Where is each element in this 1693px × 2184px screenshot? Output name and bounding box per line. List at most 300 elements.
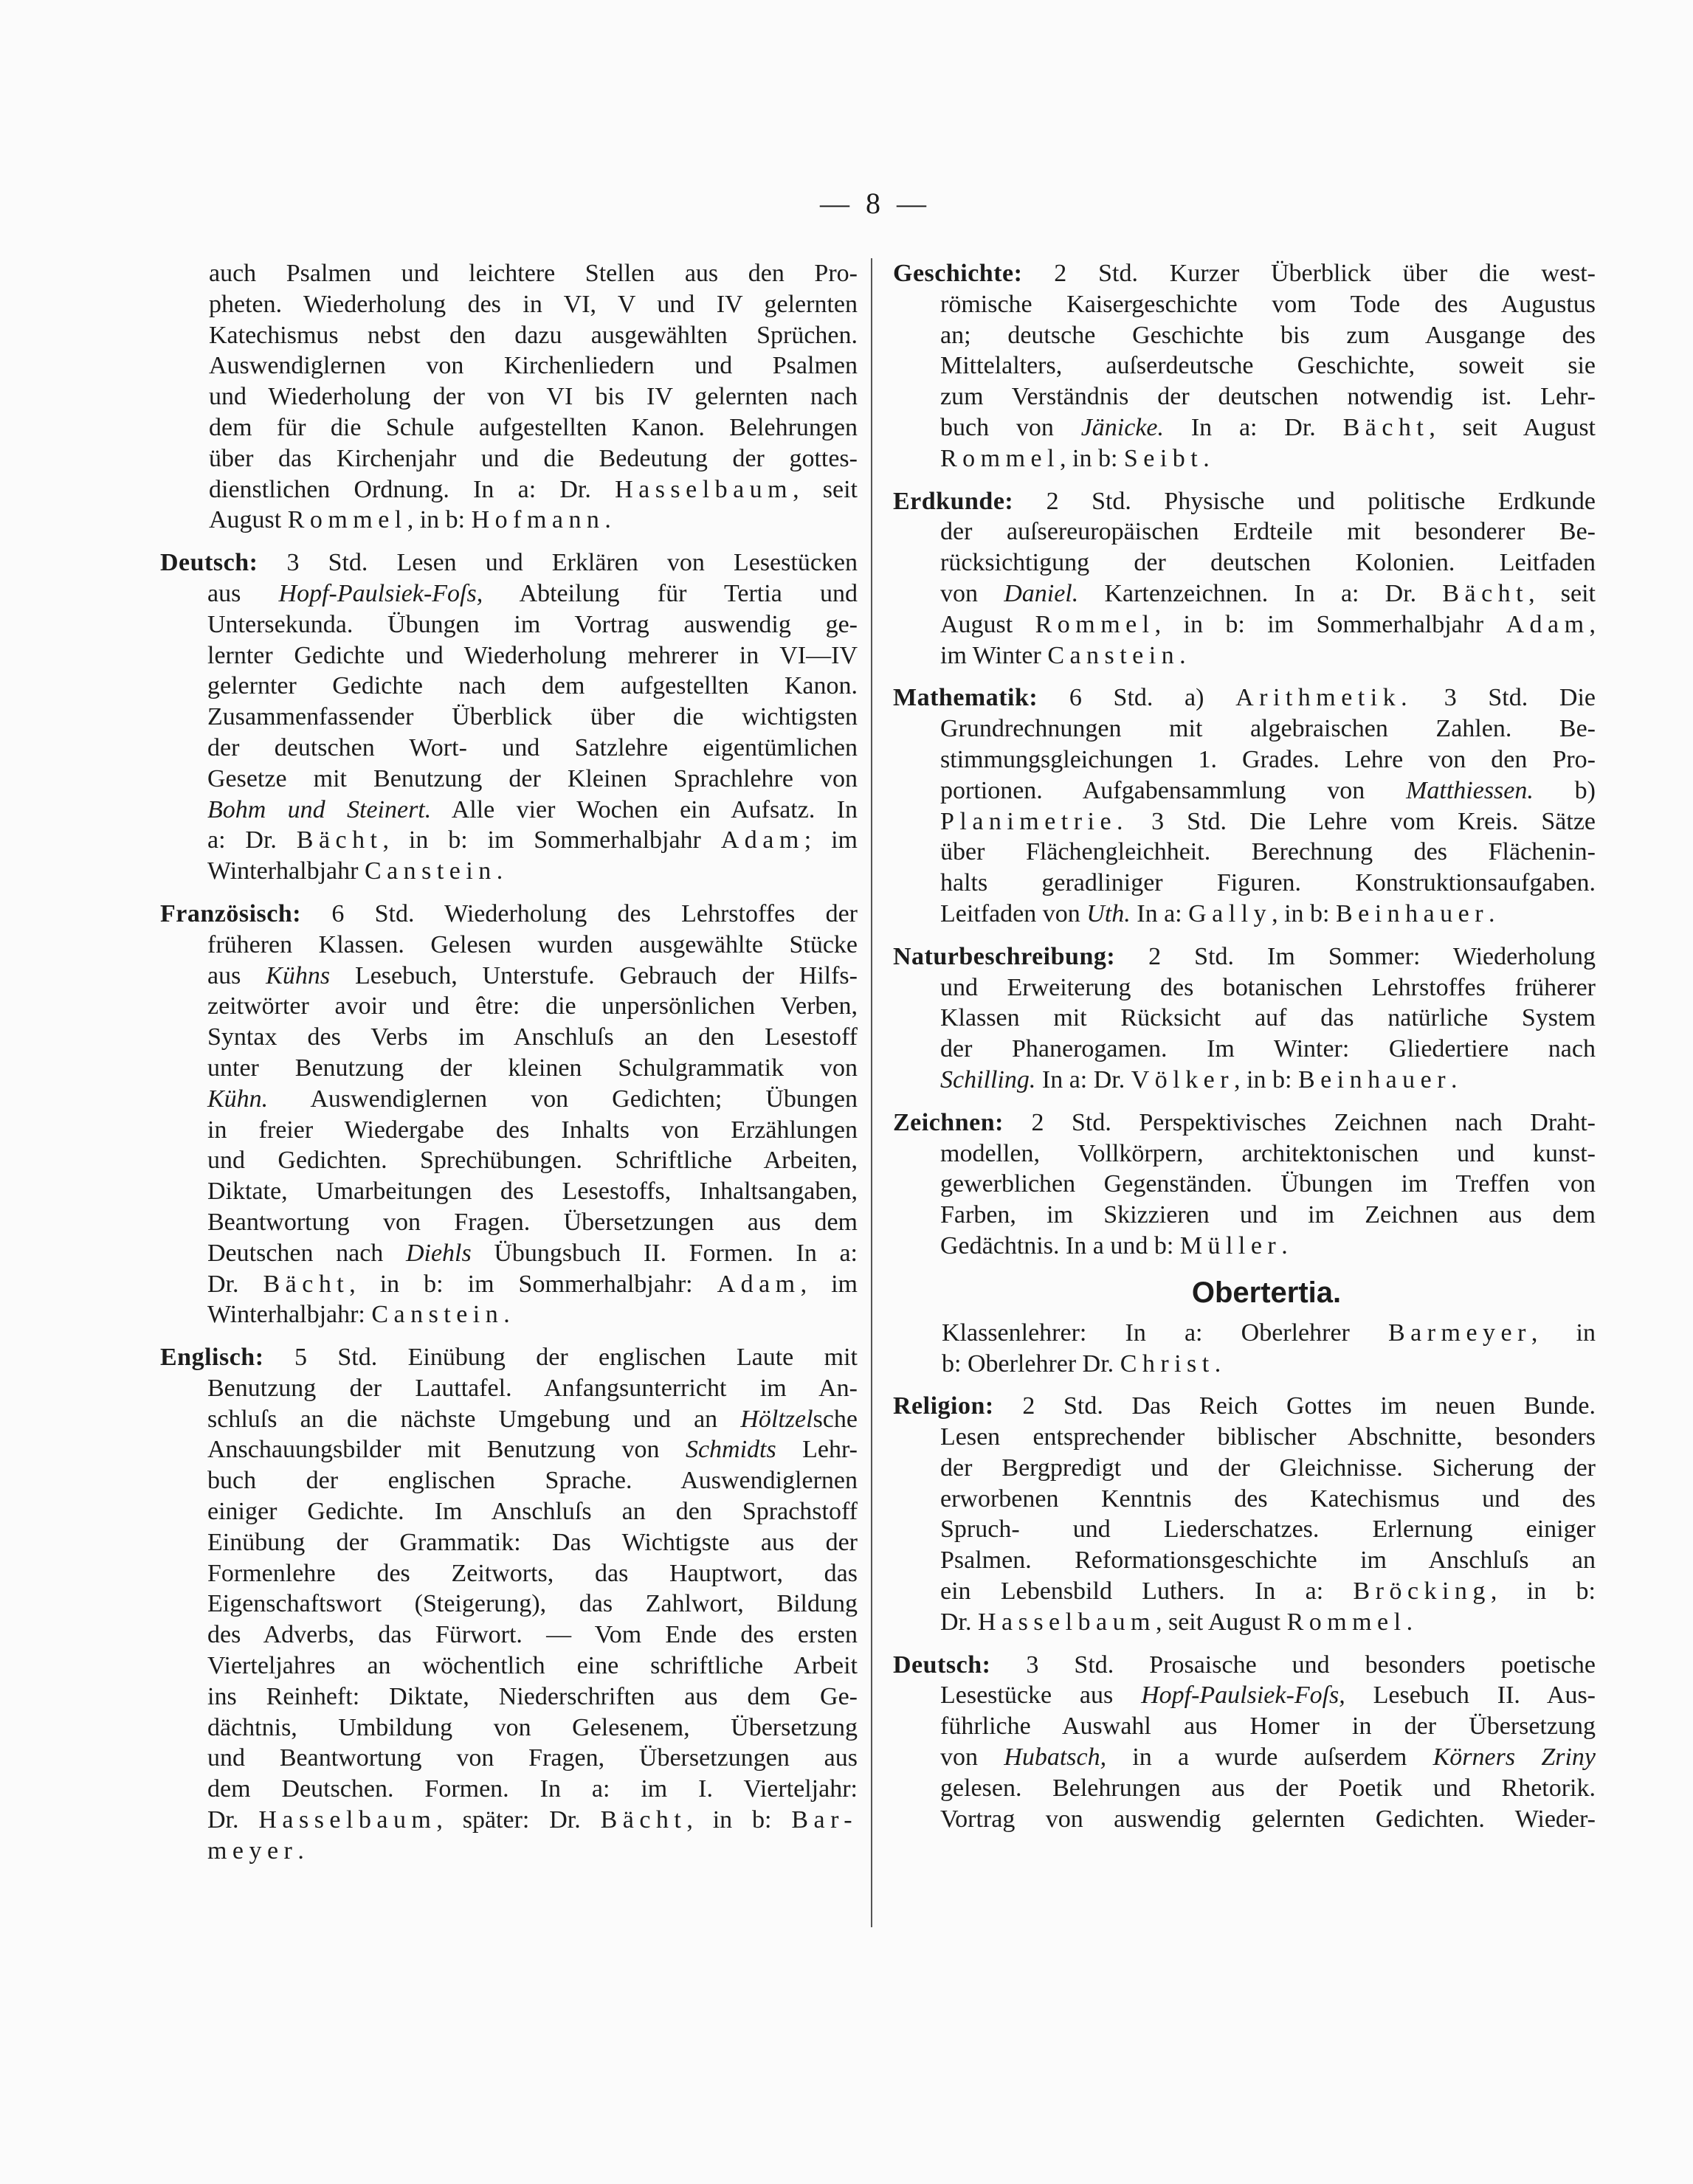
text-segment: unter Benutzung der kleinen Schulgrammatik von: [207, 1054, 858, 1082]
text-line: [160, 1805, 858, 1836]
subject-paragraph: [893, 941, 1596, 1096]
text-line: [160, 609, 858, 640]
text-segment: , später: Dr.: [436, 1806, 601, 1834]
subject-paragraph: [893, 1107, 1596, 1262]
spaced-name: Christ: [1120, 1350, 1215, 1378]
spaced-name: Adam: [1506, 610, 1590, 638]
text-segment: Dr.: [940, 1608, 978, 1636]
text-segment: über Flächengleichheit. Berechnung des Flächenin-: [940, 838, 1596, 866]
text-segment: 3 Std. Die Lehre vom Kreis. Sätze: [1128, 807, 1596, 835]
text-segment: römische Kaisergeschichte vom Tode des Augustus: [940, 290, 1596, 318]
text-segment: Grundrechnungen mit algebraischen Zahlen. Be-: [940, 715, 1596, 743]
text-segment: Leitfaden von: [940, 899, 1087, 927]
text-line: [893, 868, 1596, 899]
text-segment: auch Psalmen und leichtere Stellen aus den Pro-: [209, 260, 858, 287]
text-segment: erworbenen Kenntnis des Katechismus und des: [940, 1485, 1596, 1513]
text-line: [160, 1022, 858, 1053]
text-line: [893, 1545, 1596, 1576]
text-line: [160, 1496, 858, 1527]
text-segment: August: [940, 610, 1035, 638]
text-line: [160, 443, 858, 474]
text-segment: , seit August: [1155, 1608, 1287, 1636]
text-segment: .: [1489, 899, 1495, 927]
spaced-name: Seibt: [1123, 444, 1204, 472]
spaced-name: Rommel: [1035, 610, 1155, 638]
text-line: [160, 1084, 858, 1115]
text-segment: Deutschen nach: [207, 1239, 406, 1267]
text-segment: ,: [1589, 610, 1596, 638]
text-line: [160, 1527, 858, 1558]
subject-paragraph: [160, 899, 858, 1330]
text-segment: dem Deutschen. Formen. In a: im I. Vierteljahr:: [207, 1775, 858, 1803]
text-segment: Gesetze mit Benutzung der Kleinen Sprachlehre von: [207, 764, 858, 792]
text-segment: Vierteljahres an wöchentlich eine schriftliche Arbeit: [207, 1652, 858, 1680]
book-title: Kühn.: [207, 1085, 269, 1113]
text-line: [160, 1434, 858, 1465]
text-line: [893, 1231, 1596, 1262]
text-segment: Diktate, Umarbeitungen des Lesestoffs, Inhaltsangaben,: [207, 1178, 858, 1206]
text-segment: und Beantwortung von Fragen, Übersetzungen aus: [207, 1744, 858, 1772]
text-line: [893, 1003, 1596, 1034]
text-segment: und Wiederholung der von VI bis IV gelernten nach: [209, 383, 858, 411]
book-title: Schilling.: [940, 1065, 1036, 1093]
text-segment: 6 Std. a): [1038, 684, 1236, 712]
text-line: [160, 474, 858, 505]
text-line: [160, 640, 858, 671]
text-line: [893, 443, 1596, 474]
text-segment: .: [1214, 1350, 1221, 1378]
text-line: [893, 1391, 1596, 1422]
text-segment: , in b: im Sommerhalbjahr: [1154, 610, 1506, 638]
text-segment: Zusammenfassender Überblick über die wichtigsten: [207, 703, 858, 731]
text-segment: Winterhalbjahr: [207, 857, 365, 885]
text-segment: der Phanerogamen. Im Winter: Gliedertiere nach: [940, 1035, 1596, 1063]
subject-label: Erdkunde:: [893, 487, 1014, 515]
book-title: Daniel.: [1004, 579, 1079, 607]
book-title: Diehls: [405, 1239, 472, 1267]
text-line: [893, 1484, 1596, 1515]
subject-label: Religion:: [893, 1392, 994, 1420]
book-title: Uth.: [1086, 899, 1131, 927]
text-segment: 2 Std. Im Sommer: Wiederholung: [1115, 942, 1596, 970]
book-title: Höltzel: [740, 1405, 813, 1433]
section-heading: Obertertia.: [1191, 1276, 1342, 1309]
book-title: Hopf-Paulsiek-Foſs,: [1141, 1682, 1345, 1710]
book-title: Matthiessen.: [1406, 776, 1534, 804]
text-segment: zum Verständnis der deutschen notwendig ist. Lehr-: [940, 383, 1596, 411]
spaced-name: Hasselbaum: [978, 1608, 1156, 1636]
text-segment: , in b:: [1060, 444, 1124, 472]
text-segment: Anschauungsbilder mit Benutzung von: [207, 1436, 686, 1464]
text-line: [893, 1200, 1596, 1231]
text-segment: pheten. Wiederholung des in VI, V und IV gelernten: [209, 290, 858, 318]
text-segment: Mittelalters, auſserdeutsche Geschichte, soweit sie: [940, 352, 1596, 380]
text-segment: ein Lebensbild Luthers. In a:: [940, 1577, 1354, 1606]
text-line: [160, 1651, 858, 1682]
text-line: [893, 775, 1596, 806]
text-segment: August: [209, 506, 288, 534]
text-line: [160, 412, 858, 443]
text-segment: schluſs an die nächste Umgebung und an: [207, 1405, 741, 1433]
text-line: [893, 1804, 1596, 1835]
text-line: [160, 825, 858, 856]
subject-paragraph: [160, 258, 858, 536]
text-segment: der auſsereuropäischen Erdteile mit besonderer Be-: [940, 518, 1596, 546]
text-line: [893, 1514, 1596, 1545]
text-segment: Dr.: [207, 1270, 263, 1298]
text-line: [893, 682, 1596, 713]
text-line: [893, 1607, 1596, 1638]
subject-label: Zeichnen:: [893, 1108, 1004, 1136]
spaced-name: Planimetrie.: [940, 807, 1128, 835]
spaced-name: Rommel: [1286, 1608, 1407, 1636]
text-line: [160, 1238, 858, 1269]
book-title: Bohm und Steinert.: [207, 795, 432, 823]
spaced-name: Hasselbaum: [615, 475, 793, 503]
text-segment: gelesen. Belehrungen aus der Poetik und Rhetorik.: [940, 1774, 1596, 1802]
text-segment: Beantwortung von Fragen. Übersetzungen aus dem: [207, 1208, 858, 1236]
text-line: [160, 856, 858, 887]
spaced-name: Gally: [1188, 899, 1272, 927]
text-line: [160, 381, 858, 412]
text-line: [160, 702, 858, 733]
text-segment: gewerblichen Gegenständen. Übungen im Treffen von: [940, 1170, 1596, 1198]
subject-label: Naturbeschreibung:: [893, 942, 1116, 970]
text-segment: Benutzung der Lauttafel. Anfangsunterricht im An-: [207, 1374, 858, 1402]
text-segment: , in b:: [407, 506, 472, 534]
text-segment: 6 Std. Wiederholung des Lehrstoffes der: [301, 899, 858, 927]
text-segment: Lesebuch, Unterstufe. Gebrauch der Hilfs-: [330, 961, 858, 989]
text-segment: modellen, Vollkörpern, architektonischen und kunst-: [940, 1139, 1596, 1167]
text-segment: in a wurde auſserdem: [1106, 1744, 1433, 1772]
left-column: [160, 258, 858, 1879]
text-line: [160, 289, 858, 320]
text-segment: 2 Std. Das Reich Gottes im neuen Bunde.: [993, 1392, 1596, 1420]
text-segment: Auswendiglernen von Gedichten; Übungen: [268, 1085, 858, 1113]
text-segment: 2 Std. Kurzer Überblick über die west-: [1022, 260, 1596, 287]
text-line: [160, 1269, 858, 1300]
text-segment: von: [940, 579, 1004, 607]
text-line: [160, 961, 858, 992]
subject-paragraph: [893, 486, 1596, 671]
text-line: [893, 837, 1596, 868]
text-segment: , seit: [1528, 579, 1596, 607]
text-line: [893, 258, 1596, 289]
text-line: [160, 1682, 858, 1713]
text-segment: Kartenzeichnen. In a: Dr.: [1078, 579, 1443, 607]
subject-label: Englisch:: [160, 1344, 264, 1372]
text-segment: Winterhalbjahr:: [207, 1301, 372, 1329]
text-segment: Klassen mit Rücksicht auf das natürliche System: [940, 1004, 1596, 1032]
text-segment: rücksichtigung der deutschen Kolonien. Leitfaden: [940, 549, 1596, 577]
text-segment: In a:: [1130, 899, 1189, 927]
text-segment: Psalmen. Reformationsgeschichte im Anschluſs an: [940, 1547, 1596, 1575]
text-segment: früheren Klassen. Gelesen wurden ausgewählte Stücke: [207, 930, 858, 958]
text-line: [893, 1318, 1596, 1349]
text-line: [893, 1034, 1596, 1065]
spaced-name: Adam: [717, 1270, 801, 1298]
text-line: [160, 547, 858, 578]
subject-paragraph: [893, 1391, 1596, 1637]
text-line: [160, 1115, 858, 1146]
right-column: [893, 258, 1596, 1846]
text-line: [893, 609, 1596, 640]
text-segment: b: Oberlehrer Dr.: [942, 1350, 1120, 1378]
text-segment: über das Kirchenjahr und die Bedeutung der gottes-: [209, 444, 858, 472]
spaced-name: Völker: [1131, 1065, 1235, 1093]
spaced-name: meyer: [207, 1836, 298, 1865]
subject-label: Geschichte:: [893, 260, 1023, 287]
spaced-name: Bar-: [791, 1806, 858, 1834]
text-line: [893, 547, 1596, 578]
text-segment: gelernter Gedichte nach dem aufgestellten Kanon.: [207, 672, 858, 700]
spaced-name: Bächt: [263, 1270, 350, 1298]
subject-label: Mathematik:: [893, 684, 1038, 712]
text-segment: .: [297, 1836, 304, 1865]
text-segment: halts geradliniger Figuren. Konstruktionsaufgaben.: [940, 869, 1596, 897]
text-line: [160, 1620, 858, 1651]
text-segment: buch von: [940, 413, 1081, 441]
spaced-name: Bächt: [600, 1806, 687, 1834]
text-segment: Lehr-: [776, 1436, 858, 1464]
spaced-name: Adam: [720, 826, 804, 854]
book-title: Jänicke.: [1080, 413, 1165, 441]
text-segment: Untersekunda. Übungen im Vortrag auswendig ge-: [207, 610, 858, 638]
spaced-name: Hofmann: [471, 506, 605, 534]
spaced-name: Bächt: [296, 826, 383, 854]
text-line: [893, 899, 1596, 930]
text-segment: Formenlehre des Zeitworts, das Hauptwort, das: [207, 1559, 858, 1587]
text-segment: Lesebuch II. Aus-: [1345, 1682, 1596, 1710]
text-segment: dächtnis, Umbildung von Gelesenem, Übersetzung: [207, 1713, 858, 1741]
spaced-name: Arithmetik.: [1235, 684, 1413, 712]
subject-paragraph: [160, 547, 858, 887]
text-line: [160, 930, 858, 961]
subject-label: Französisch:: [160, 899, 302, 927]
text-line: [160, 991, 858, 1022]
book-title: Kühns: [266, 961, 331, 989]
text-segment: , in b:: [1234, 1065, 1298, 1093]
text-segment: in freier Wiedergabe des Inhalts von Erzählungen: [207, 1116, 858, 1144]
text-segment: ; im: [804, 826, 858, 854]
text-line: [160, 350, 858, 381]
text-line: [160, 1465, 858, 1496]
text-line: [893, 1742, 1596, 1773]
text-line: [160, 1207, 858, 1238]
text-line: [160, 1053, 858, 1084]
text-segment: 5 Std. Einübung der englischen Laute mit: [263, 1344, 858, 1372]
text-segment: von: [940, 1744, 1004, 1772]
text-segment: dienstlichen Ordnung. In a: Dr.: [209, 475, 616, 503]
text-line: [893, 381, 1596, 412]
spaced-name: Beinhauer: [1335, 899, 1489, 927]
text-segment: zeitwörter avoir und être: die unpersönlichen Verben,: [207, 992, 858, 1020]
text-line: [160, 764, 858, 795]
text-segment: .: [1203, 444, 1210, 472]
text-segment: einiger Gedichte. Im Anschluſs an den Sprachstoff: [207, 1498, 858, 1526]
text-line: [160, 1774, 858, 1805]
spaced-name: Müller: [1179, 1231, 1282, 1259]
text-segment: Vortrag von auswendig gelernten Gedichten. Wieder-: [940, 1805, 1596, 1833]
text-line: [893, 972, 1596, 1003]
text-segment: Farben, im Skizzieren und im Zeichnen aus dem: [940, 1201, 1596, 1229]
text-line: [893, 1107, 1596, 1138]
text-segment: , in b: im Sommerhalbjahr:: [349, 1270, 717, 1298]
spaced-name: Rommel: [940, 444, 1060, 472]
text-line: [160, 671, 858, 702]
text-line: [893, 1773, 1596, 1804]
text-segment: , seit August: [1429, 413, 1596, 441]
text-line: [160, 1589, 858, 1620]
spaced-name: Rommel: [287, 506, 407, 534]
spaced-name: Bächt: [1342, 413, 1430, 441]
text-segment: b): [1533, 776, 1596, 804]
text-segment: des Adverbs, das Fürwort. — Vom Ende des ersten: [207, 1621, 858, 1649]
text-segment: Katechismus nebst den dazu ausgewählten Sprüchen.: [209, 321, 858, 349]
text-segment: Spruch- und Liederschatzes. Erlernung einiger: [940, 1516, 1596, 1544]
text-line: [160, 1145, 858, 1176]
text-segment: , in b:: [1272, 899, 1336, 927]
spaced-name: Canstein: [364, 857, 497, 885]
text-segment: der Bergpredigt und der Gleichnisse. Sicherung der: [940, 1454, 1596, 1482]
text-line: [893, 486, 1596, 517]
spaced-name: Beinhauer: [1297, 1065, 1451, 1093]
text-line: [893, 1349, 1596, 1380]
text-line: [160, 320, 858, 351]
text-segment: , in: [1531, 1319, 1596, 1347]
text-segment: aus: [207, 579, 279, 607]
text-line: [893, 412, 1596, 443]
text-line: [160, 505, 858, 536]
text-segment: Alle vier Wochen ein Aufsatz. In: [431, 795, 858, 823]
book-title: Körners Zriny: [1432, 1744, 1596, 1772]
text-segment: Gedächtnis. In a und b:: [940, 1231, 1180, 1259]
text-segment: aus: [207, 961, 266, 989]
text-line: [893, 744, 1596, 775]
text-line: [893, 713, 1596, 744]
text-segment: , seit: [793, 475, 858, 503]
spaced-name: Bröcking: [1353, 1577, 1491, 1606]
text-segment: Syntax des Verbs im Anschluſs an den Lesestoff: [207, 1023, 858, 1051]
text-line: [160, 1558, 858, 1589]
text-segment: Lesestücke aus: [940, 1682, 1142, 1710]
text-line: [893, 1576, 1596, 1607]
text-segment: .: [1281, 1231, 1288, 1259]
text-segment: .: [1406, 1608, 1413, 1636]
text-line: [893, 806, 1596, 837]
text-segment: buch der englischen Sprache. Auswendiglernen: [207, 1467, 858, 1495]
text-segment: Einübung der Grammatik: Das Wichtigste aus der: [207, 1528, 858, 1556]
text-segment: , im: [800, 1270, 858, 1298]
text-line: [893, 350, 1596, 381]
text-segment: , in b:: [686, 1806, 792, 1834]
text-segment: ins Reinheft: Diktate, Niederschriften aus dem Ge-: [207, 1682, 858, 1710]
spaced-name: Barmeyer: [1388, 1319, 1531, 1347]
text-segment: portionen. Aufgabensammlung von: [940, 776, 1407, 804]
column-divider: [871, 258, 872, 1927]
text-line: [160, 1299, 858, 1330]
text-line: [893, 1138, 1596, 1169]
text-line: [893, 1169, 1596, 1200]
text-segment: .: [496, 857, 503, 885]
text-line: [160, 1713, 858, 1744]
text-line: [893, 1065, 1596, 1096]
spaced-name: Canstein: [371, 1301, 504, 1329]
text-segment: 2 Std. Perspektivisches Zeichnen nach Draht-: [1003, 1108, 1596, 1136]
subject-label: Deutsch:: [160, 549, 258, 577]
text-segment: In a: Dr.: [1035, 1065, 1131, 1093]
text-segment: an; deutsche Geschichte bis zum Ausgange des: [940, 321, 1596, 349]
text-line: [893, 941, 1596, 972]
text-line: [893, 320, 1596, 351]
text-segment: .: [1179, 641, 1186, 669]
text-line: [160, 795, 858, 826]
subject-paragraph: [893, 1318, 1596, 1380]
page-number: — 8 —: [820, 187, 931, 220]
text-segment: , in b:: [1490, 1577, 1596, 1606]
text-segment: Dr.: [207, 1806, 259, 1834]
text-segment: stimmungsgleichungen 1. Grades. Lehre von den Pro-: [940, 745, 1596, 773]
book-title: Hubatsch,: [1004, 1744, 1107, 1772]
text-segment: Auswendiglernen von Kirchenliedern und Psalmen: [209, 352, 858, 380]
subject-paragraph: [893, 258, 1596, 474]
text-line: [160, 899, 858, 930]
text-line: [893, 1711, 1596, 1742]
text-segment: 3 Std. Lesen und Erklären von Lesestücken: [258, 549, 858, 577]
book-title: Hopf-Paulsiek-Foſs,: [278, 579, 483, 607]
spaced-name: Hasselbaum: [258, 1806, 437, 1834]
text-line: [160, 1342, 858, 1373]
text-segment: Lesen entsprechender biblischer Abschnitte, besonders: [940, 1423, 1596, 1451]
text-line: [160, 1743, 858, 1774]
text-segment: und Erweiterung des botanischen Lehrstoffes früherer: [940, 973, 1596, 1001]
spaced-name: Bächt: [1442, 579, 1529, 607]
text-segment: .: [503, 1301, 510, 1329]
text-segment: dem für die Schule aufgestellten Kanon. Belehrungen: [209, 413, 858, 441]
text-line: [893, 1453, 1596, 1484]
text-line: [893, 1422, 1596, 1453]
text-segment: im Winter: [940, 641, 1048, 669]
text-segment: 2 Std. Physische und politische Erdkunde: [1013, 487, 1596, 515]
subject-paragraph: [893, 682, 1596, 929]
text-segment: der deutschen Wort- und Satzlehre eigentümlichen: [207, 733, 858, 761]
text-segment: 3 Std. Die: [1413, 684, 1596, 712]
text-segment: Übungsbuch II. Formen. In a:: [471, 1239, 858, 1267]
text-line: [893, 1650, 1596, 1681]
subject-label: Deutsch:: [893, 1651, 991, 1679]
text-line: [160, 1836, 858, 1867]
text-line: [160, 578, 858, 609]
text-line: [160, 1176, 858, 1207]
text-line: [160, 733, 858, 764]
text-line: [893, 516, 1596, 547]
text-segment: .: [1451, 1065, 1458, 1093]
text-segment: .: [604, 506, 611, 534]
subject-paragraph: [893, 1650, 1596, 1835]
text-line: [160, 1373, 858, 1404]
text-segment: führliche Auswahl aus Homer in der Übersetzung: [940, 1713, 1596, 1741]
book-title: Schmidts: [685, 1436, 776, 1464]
text-segment: Eigenschaftswort (Steigerung), das Zahlwort, Bildung: [207, 1590, 858, 1618]
text-segment: und Gedichten. Sprechübungen. Schriftliche Arbeiten,: [207, 1147, 858, 1175]
text-segment: a: Dr.: [207, 826, 297, 854]
subject-paragraph: [160, 1342, 858, 1867]
text-segment: lernter Gedichte und Wiederholung mehrerer in VI—IV: [207, 641, 858, 669]
text-segment: 3 Std. Prosaische und besonders poetische: [990, 1651, 1596, 1679]
text-line: [160, 258, 858, 289]
text-segment: In a: Dr.: [1164, 413, 1343, 441]
text-line: [160, 1404, 858, 1435]
